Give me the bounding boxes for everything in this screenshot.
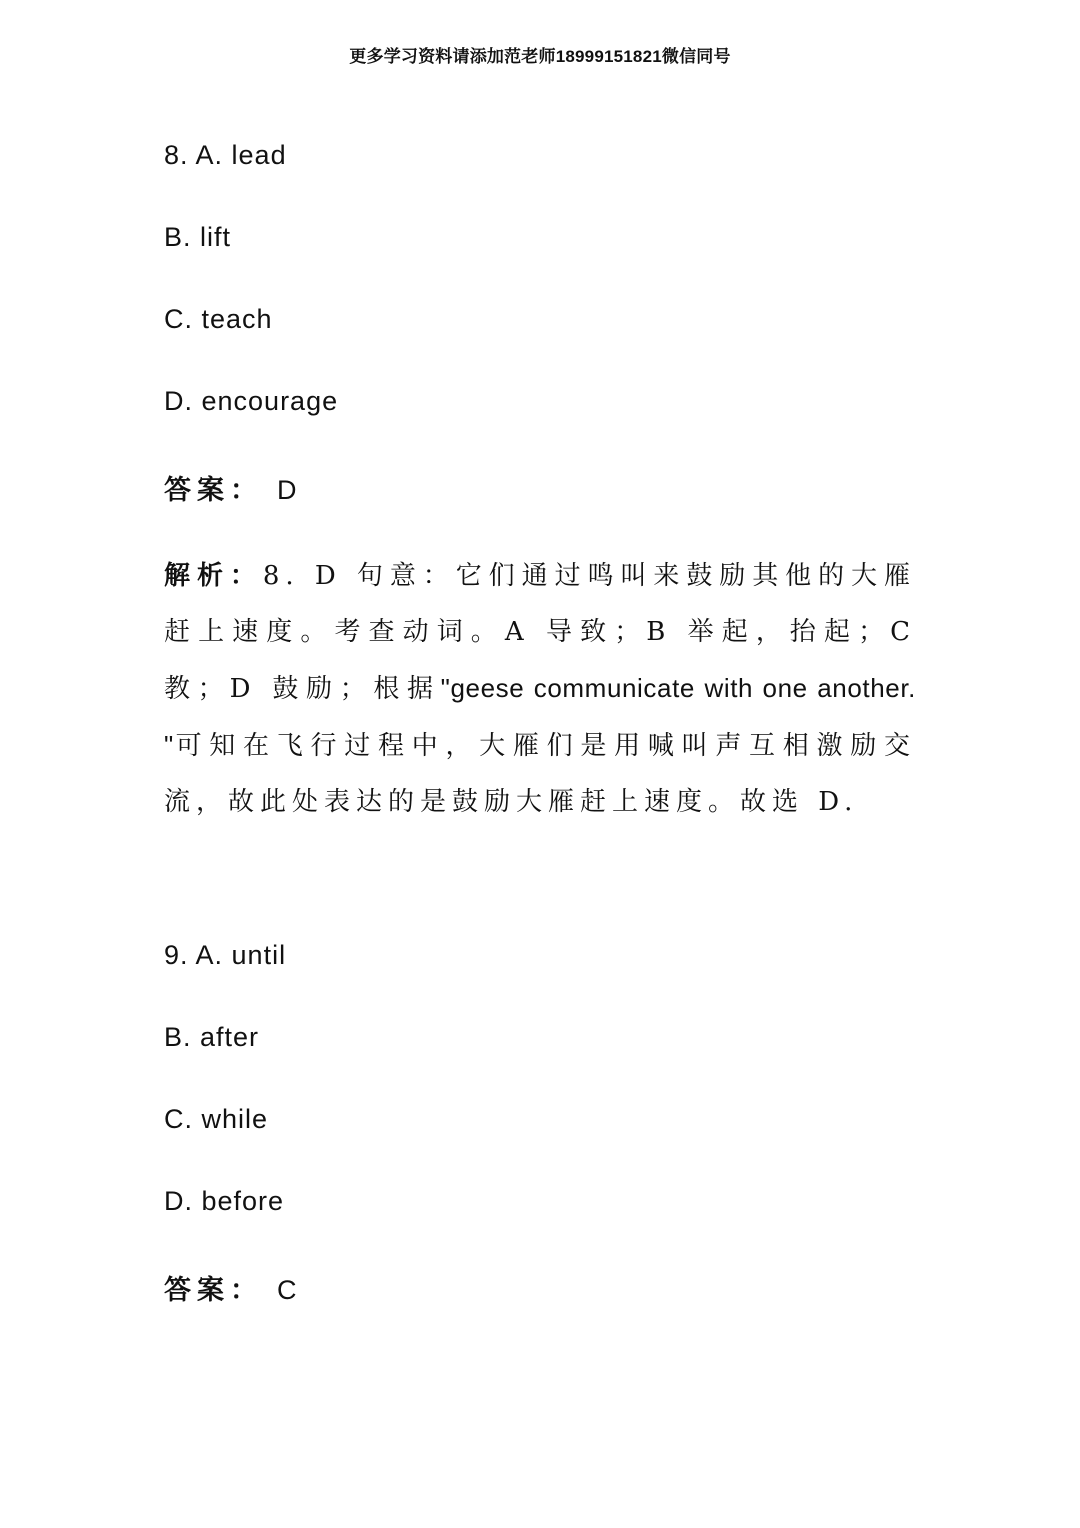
q9-option-d: D. before: [164, 1186, 285, 1216]
q9-option-a: 9. A. until: [164, 940, 287, 970]
q8-option-b: B. lift: [164, 222, 232, 252]
q8-answer: [164, 468, 298, 507]
q9-answer-value: C: [277, 1275, 298, 1305]
q8-analysis-label: 解析：: [164, 561, 263, 591]
q9-option-c: C. while: [164, 1104, 269, 1134]
q8-option-d: D. encourage: [164, 386, 339, 416]
q8-analysis: [164, 548, 916, 830]
q8-analysis-text-2: 可知在飞行过程中，大雁们是用喊叫声互相激励交流，故此处表达的是鼓励大雁赶上速度。故选 D.: [164, 731, 916, 817]
q8-analysis-quote: "geese communicate with one another. ": [164, 673, 916, 760]
page-header: 更多学习资料请添加范老师18999151821微信同号: [349, 47, 731, 66]
q9-answer: [164, 1268, 298, 1307]
q9-option-b: B. after: [164, 1022, 260, 1052]
q8-option-a: 8. A. lead: [164, 140, 287, 170]
q8-analysis-text-1: 8. D 句意：它们通过鸣叫来鼓励其他的大雁赶上速度。考查动词。A 导致；B 举起，抬起；C 教；D 鼓励；根据: [164, 561, 916, 704]
q9-answer-label: 答案：: [164, 1275, 263, 1306]
q8-answer-label: 答案：: [164, 475, 263, 506]
q8-option-c: C. teach: [164, 304, 273, 334]
q8-answer-value: D: [277, 475, 298, 505]
